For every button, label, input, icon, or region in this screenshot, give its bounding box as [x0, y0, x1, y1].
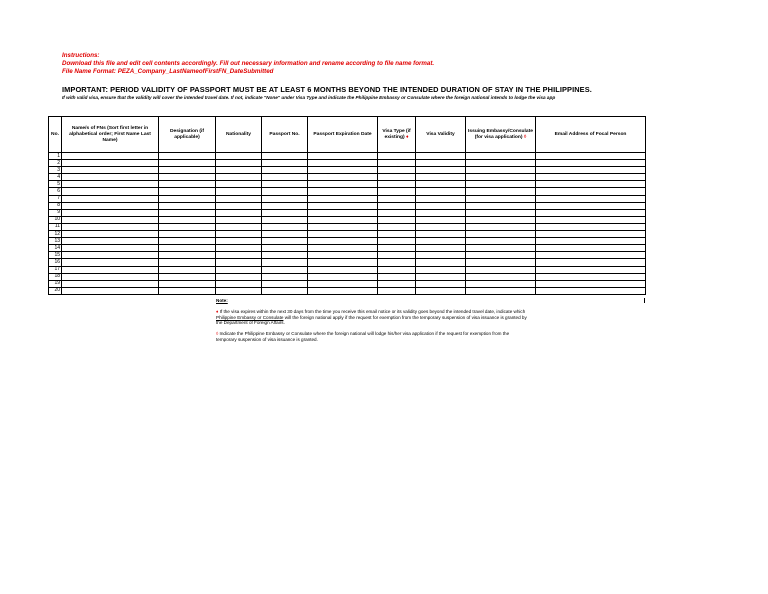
- header-issuing-embassy-label: Issuing Embassy/Consulate (for visa application): [468, 128, 533, 140]
- row-number: 19: [49, 280, 62, 287]
- email-cell[interactable]: [536, 195, 646, 202]
- visa-type-cell[interactable]: [378, 266, 416, 273]
- instructions-line-2: File Name Format: PEZA_Company_LastNameofFirstFN_DateSubmitted: [62, 68, 274, 75]
- issuing-embassy-cell[interactable]: [466, 259, 536, 266]
- email-cell[interactable]: [536, 167, 646, 174]
- email-cell[interactable]: [536, 259, 646, 266]
- visa-type-cell[interactable]: [378, 231, 416, 238]
- row-number: 2: [49, 160, 62, 167]
- passport-no-cell[interactable]: [262, 174, 308, 181]
- table-row: [49, 181, 646, 188]
- nationality-cell[interactable]: [216, 209, 262, 216]
- visa-validity-cell[interactable]: [416, 223, 466, 230]
- designation-cell[interactable]: [159, 287, 216, 294]
- visa-validity-cell[interactable]: [416, 245, 466, 252]
- email-cell[interactable]: [536, 174, 646, 181]
- passport-expiration-cell[interactable]: [308, 153, 378, 160]
- name-cell[interactable]: [62, 280, 159, 287]
- visa-validity-cell[interactable]: [416, 188, 466, 195]
- passport-no-cell[interactable]: [262, 167, 308, 174]
- diamond-marker-icon: ♦: [216, 308, 219, 314]
- visa-validity-cell[interactable]: [416, 195, 466, 202]
- name-cell[interactable]: [62, 287, 159, 294]
- passport-expiration-cell[interactable]: [308, 231, 378, 238]
- visa-validity-cell[interactable]: [416, 238, 466, 245]
- visa-validity-cell[interactable]: [416, 216, 466, 223]
- header-passport-expiration: Passport Expiration Date: [308, 117, 378, 153]
- nationality-cell[interactable]: [216, 252, 262, 259]
- visa-type-cell[interactable]: [378, 273, 416, 280]
- table-row: [49, 238, 646, 245]
- foreign-nationals-table: [48, 116, 646, 295]
- email-cell[interactable]: [536, 252, 646, 259]
- visa-validity-cell[interactable]: [416, 259, 466, 266]
- nationality-cell[interactable]: [216, 266, 262, 273]
- visa-type-cell[interactable]: [378, 195, 416, 202]
- issuing-embassy-cell[interactable]: [466, 238, 536, 245]
- visa-type-cell[interactable]: [378, 209, 416, 216]
- row-number: 4: [49, 174, 62, 181]
- passport-no-cell[interactable]: [262, 259, 308, 266]
- name-cell[interactable]: [62, 223, 159, 230]
- passport-expiration-cell[interactable]: [308, 245, 378, 252]
- name-cell[interactable]: [62, 216, 159, 223]
- visa-type-cell[interactable]: [378, 202, 416, 209]
- notes-block: [216, 298, 531, 348]
- email-cell[interactable]: [536, 202, 646, 209]
- name-cell[interactable]: [62, 273, 159, 280]
- name-cell[interactable]: [62, 209, 159, 216]
- designation-cell[interactable]: [159, 259, 216, 266]
- email-cell[interactable]: [536, 181, 646, 188]
- passport-expiration-cell[interactable]: [308, 238, 378, 245]
- visa-type-cell[interactable]: [378, 252, 416, 259]
- header-visa-validity: Visa Validity: [416, 117, 466, 153]
- visa-type-cell[interactable]: [378, 245, 416, 252]
- email-cell[interactable]: [536, 266, 646, 273]
- note-two: [216, 331, 531, 343]
- visa-type-cell[interactable]: [378, 188, 416, 195]
- issuing-embassy-cell[interactable]: [466, 167, 536, 174]
- row-number: 10: [49, 216, 62, 223]
- email-cell[interactable]: [536, 223, 646, 230]
- passport-expiration-cell[interactable]: [308, 167, 378, 174]
- header-passport-no: Passport No.: [262, 117, 308, 153]
- row-number: 5: [49, 181, 62, 188]
- table-row: [49, 223, 646, 230]
- issuing-embassy-cell[interactable]: [466, 287, 536, 294]
- passport-no-cell[interactable]: [262, 223, 308, 230]
- passport-no-cell[interactable]: [262, 216, 308, 223]
- visa-validity-cell[interactable]: [416, 181, 466, 188]
- instructions-label: Instructions:: [62, 52, 100, 59]
- passport-expiration-cell[interactable]: [308, 181, 378, 188]
- passport-no-cell[interactable]: [262, 202, 308, 209]
- issuing-embassy-cell[interactable]: [466, 153, 536, 160]
- notes-title: Note:: [216, 298, 228, 303]
- issuing-embassy-cell[interactable]: [466, 216, 536, 223]
- issuing-embassy-cell[interactable]: [466, 195, 536, 202]
- visa-type-cell[interactable]: [378, 238, 416, 245]
- name-cell[interactable]: [62, 231, 159, 238]
- table-row: [49, 280, 646, 287]
- issuing-embassy-cell[interactable]: [466, 266, 536, 273]
- passport-expiration-cell[interactable]: [308, 252, 378, 259]
- passport-no-cell[interactable]: [262, 238, 308, 245]
- name-cell[interactable]: [62, 195, 159, 202]
- row-number: 15: [49, 252, 62, 259]
- designation-cell[interactable]: [159, 174, 216, 181]
- passport-no-cell[interactable]: [262, 160, 308, 167]
- designation-cell[interactable]: [159, 160, 216, 167]
- issuing-embassy-cell[interactable]: [466, 202, 536, 209]
- visa-type-cell[interactable]: [378, 167, 416, 174]
- visa-validity-cell[interactable]: [416, 174, 466, 181]
- passport-no-cell[interactable]: [262, 153, 308, 160]
- visa-validity-cell[interactable]: [416, 202, 466, 209]
- name-cell[interactable]: [62, 181, 159, 188]
- nationality-cell[interactable]: [216, 174, 262, 181]
- visa-validity-cell[interactable]: [416, 273, 466, 280]
- issuing-embassy-cell[interactable]: [466, 181, 536, 188]
- issuing-embassy-cell[interactable]: [466, 273, 536, 280]
- nationality-cell[interactable]: [216, 287, 262, 294]
- issuing-embassy-cell[interactable]: [466, 174, 536, 181]
- row-number: 13: [49, 238, 62, 245]
- email-cell[interactable]: [536, 245, 646, 252]
- issuing-embassy-cell[interactable]: [466, 252, 536, 259]
- designation-cell[interactable]: [159, 202, 216, 209]
- designation-cell[interactable]: [159, 252, 216, 259]
- name-cell[interactable]: [62, 238, 159, 245]
- table-row: [49, 174, 646, 181]
- issuing-embassy-cell[interactable]: [466, 209, 536, 216]
- visa-type-cell[interactable]: [378, 160, 416, 167]
- passport-no-cell[interactable]: [262, 287, 308, 294]
- table-row: [49, 167, 646, 174]
- nationality-cell[interactable]: [216, 223, 262, 230]
- nationality-cell[interactable]: [216, 181, 262, 188]
- nationality-cell[interactable]: [216, 238, 262, 245]
- designation-cell[interactable]: [159, 216, 216, 223]
- passport-expiration-cell[interactable]: [308, 202, 378, 209]
- name-cell[interactable]: [62, 252, 159, 259]
- visa-validity-cell[interactable]: [416, 266, 466, 273]
- passport-expiration-cell[interactable]: [308, 209, 378, 216]
- email-cell[interactable]: [536, 273, 646, 280]
- designation-cell[interactable]: [159, 223, 216, 230]
- nationality-cell[interactable]: [216, 160, 262, 167]
- table-row: [49, 153, 646, 160]
- designation-cell[interactable]: [159, 181, 216, 188]
- designation-cell[interactable]: [159, 266, 216, 273]
- visa-type-cell[interactable]: [378, 287, 416, 294]
- row-number: 18: [49, 273, 62, 280]
- email-cell[interactable]: [536, 231, 646, 238]
- row-number: 7: [49, 195, 62, 202]
- visa-validity-cell[interactable]: [416, 231, 466, 238]
- designation-cell[interactable]: [159, 153, 216, 160]
- email-cell[interactable]: [536, 160, 646, 167]
- designation-cell[interactable]: [159, 245, 216, 252]
- nationality-cell[interactable]: [216, 167, 262, 174]
- designation-cell[interactable]: [159, 280, 216, 287]
- header-name: Name/s of FNs (Sort first letter in alphabetical order; First Name Last Name): [62, 117, 159, 153]
- note-one-link-text: Philippine Embassy or Consulate: [216, 314, 284, 320]
- email-cell[interactable]: [536, 153, 646, 160]
- passport-no-cell[interactable]: [262, 188, 308, 195]
- row-number: 12: [49, 231, 62, 238]
- visa-validity-cell[interactable]: [416, 160, 466, 167]
- table-row: [49, 259, 646, 266]
- table-row: [49, 252, 646, 259]
- passport-no-cell[interactable]: [262, 181, 308, 188]
- nationality-cell[interactable]: [216, 245, 262, 252]
- row-number: 3: [49, 167, 62, 174]
- visa-type-cell[interactable]: [378, 259, 416, 266]
- designation-cell[interactable]: [159, 195, 216, 202]
- name-cell[interactable]: [62, 188, 159, 195]
- header-issuing-embassy: [466, 117, 536, 153]
- passport-expiration-cell[interactable]: [308, 188, 378, 195]
- name-cell[interactable]: [62, 202, 159, 209]
- table-row: [49, 209, 646, 216]
- nationality-cell[interactable]: [216, 280, 262, 287]
- passport-no-cell[interactable]: [262, 195, 308, 202]
- row-number: 8: [49, 202, 62, 209]
- issuing-embassy-cell[interactable]: [466, 280, 536, 287]
- name-cell[interactable]: [62, 153, 159, 160]
- table-edge-line: [644, 298, 645, 303]
- visa-validity-cell[interactable]: [416, 280, 466, 287]
- issuing-embassy-cell[interactable]: [466, 223, 536, 230]
- table-row: [49, 266, 646, 273]
- important-title: IMPORTANT: PERIOD VALIDITY OF PASSPORT MUST BE AT LEAST 6 MONTHS BEYOND THE INTENDED DURATION OF STAY IN THE PHILIPPINES.: [62, 85, 592, 94]
- diamond-marker-icon: ♦: [405, 134, 409, 140]
- visa-type-cell[interactable]: [378, 153, 416, 160]
- nationality-cell[interactable]: [216, 195, 262, 202]
- name-cell[interactable]: [62, 259, 159, 266]
- row-number: 14: [49, 245, 62, 252]
- table-row: [49, 195, 646, 202]
- passport-no-cell[interactable]: [262, 252, 308, 259]
- passport-no-cell[interactable]: [262, 231, 308, 238]
- row-number: 9: [49, 209, 62, 216]
- visa-type-cell[interactable]: [378, 181, 416, 188]
- passport-no-cell[interactable]: [262, 266, 308, 273]
- designation-cell[interactable]: [159, 188, 216, 195]
- name-cell[interactable]: [62, 266, 159, 273]
- row-number: 17: [49, 266, 62, 273]
- header-visa-type: [378, 117, 416, 153]
- note-one-text-b: will the foreign national apply if the request for exemption from the temporary suspension of visa issuance is granted by the Department of Foreign Affairs.: [216, 314, 527, 326]
- header-email-focal-person: Email Address of Focal Person: [536, 117, 646, 153]
- row-number: 1: [49, 153, 62, 160]
- passport-no-cell[interactable]: [262, 280, 308, 287]
- nationality-cell[interactable]: [216, 153, 262, 160]
- visa-validity-cell[interactable]: [416, 167, 466, 174]
- header-nationality: Nationality: [216, 117, 262, 153]
- email-cell[interactable]: [536, 188, 646, 195]
- name-cell[interactable]: [62, 160, 159, 167]
- designation-cell[interactable]: [159, 238, 216, 245]
- passport-expiration-cell[interactable]: [308, 223, 378, 230]
- header-visa-type-label: Visa Type (if existing): [382, 128, 411, 140]
- passport-expiration-cell[interactable]: [308, 160, 378, 167]
- passport-expiration-cell[interactable]: [308, 266, 378, 273]
- email-cell[interactable]: [536, 216, 646, 223]
- name-cell[interactable]: [62, 174, 159, 181]
- note-one: [216, 309, 531, 326]
- visa-type-cell[interactable]: [378, 280, 416, 287]
- table-row: [49, 273, 646, 280]
- designation-cell[interactable]: [159, 273, 216, 280]
- header-no: No.: [49, 117, 62, 153]
- name-cell[interactable]: [62, 245, 159, 252]
- passport-no-cell[interactable]: [262, 273, 308, 280]
- designation-cell[interactable]: [159, 209, 216, 216]
- table-row: [49, 202, 646, 209]
- table-row: [49, 160, 646, 167]
- nationality-cell[interactable]: [216, 259, 262, 266]
- passport-no-cell[interactable]: [262, 245, 308, 252]
- note-one-text-a: If the visa expires within the next 30 days from the time you receive this email notice or its validity goes beyond the intended travel date, indicate which: [218, 308, 526, 314]
- passport-expiration-cell[interactable]: [308, 216, 378, 223]
- table-body: [49, 153, 646, 295]
- nationality-cell[interactable]: [216, 188, 262, 195]
- row-number: 20: [49, 287, 62, 294]
- email-cell[interactable]: [536, 238, 646, 245]
- important-subtitle: If with valid visa, ensure that the validity will cover the intended travel date. If not, indicate "None" under Visa Type and indicate the Philippine Embassy or Consulate where the foreign national intends to lodge the visa app: [62, 95, 556, 100]
- nationality-cell[interactable]: [216, 216, 262, 223]
- visa-validity-cell[interactable]: [416, 153, 466, 160]
- note-two-text: Indicate the Philippine Embassy or Consulate where the foreign national will lodge his/her visa application if the request for exemption from the temporary suspension of visa issuance is granted.: [216, 331, 510, 342]
- nationality-cell[interactable]: [216, 202, 262, 209]
- row-number: 16: [49, 259, 62, 266]
- designation-cell[interactable]: [159, 231, 216, 238]
- visa-type-cell[interactable]: [378, 223, 416, 230]
- hollow-diamond-marker-icon: ◊: [523, 134, 527, 140]
- issuing-embassy-cell[interactable]: [466, 188, 536, 195]
- name-cell[interactable]: [62, 167, 159, 174]
- passport-expiration-cell[interactable]: [308, 280, 378, 287]
- passport-expiration-cell[interactable]: [308, 259, 378, 266]
- table-row: [49, 216, 646, 223]
- issuing-embassy-cell[interactable]: [466, 245, 536, 252]
- issuing-embassy-cell[interactable]: [466, 160, 536, 167]
- passport-expiration-cell[interactable]: [308, 287, 378, 294]
- table-header-row: [49, 117, 646, 153]
- table-row: [49, 188, 646, 195]
- email-cell[interactable]: [536, 209, 646, 216]
- instructions-block: [62, 52, 434, 76]
- visa-validity-cell[interactable]: [416, 209, 466, 216]
- visa-type-cell[interactable]: [378, 216, 416, 223]
- visa-type-cell[interactable]: [378, 174, 416, 181]
- issuing-embassy-cell[interactable]: [466, 231, 536, 238]
- table-row: [49, 231, 646, 238]
- hollow-diamond-marker-icon: ◊: [216, 331, 219, 337]
- passport-expiration-cell[interactable]: [308, 195, 378, 202]
- instructions-line-1: Download this file and edit cell contents accordingly. Fill out necessary information and rename according to file name format.: [62, 60, 435, 67]
- visa-validity-cell[interactable]: [416, 252, 466, 259]
- email-cell[interactable]: [536, 287, 646, 294]
- row-number: 6: [49, 188, 62, 195]
- visa-validity-cell[interactable]: [416, 287, 466, 294]
- passport-no-cell[interactable]: [262, 209, 308, 216]
- nationality-cell[interactable]: [216, 231, 262, 238]
- email-cell[interactable]: [536, 280, 646, 287]
- nationality-cell[interactable]: [216, 273, 262, 280]
- table-row: [49, 245, 646, 252]
- passport-expiration-cell[interactable]: [308, 273, 378, 280]
- header-designation: Designation (if applicable): [159, 117, 216, 153]
- passport-expiration-cell[interactable]: [308, 174, 378, 181]
- table-row: [49, 287, 646, 294]
- row-number: 11: [49, 223, 62, 230]
- designation-cell[interactable]: [159, 167, 216, 174]
